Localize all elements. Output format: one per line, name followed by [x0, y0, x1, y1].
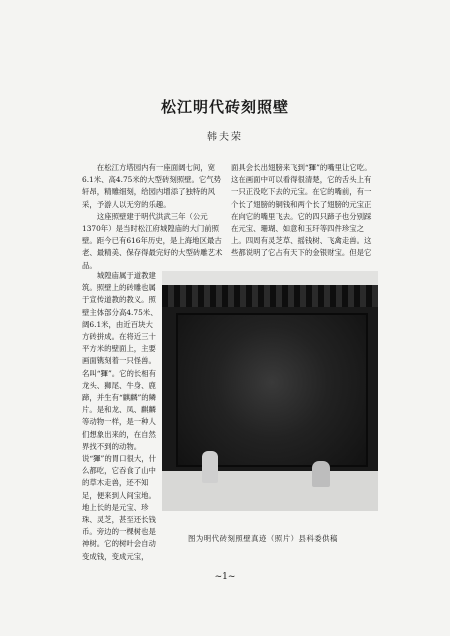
- photo-person: [202, 451, 218, 483]
- photo-person: [312, 461, 330, 487]
- photo-ground: [162, 471, 378, 511]
- photo-caption: 图为明代砖刻照壁真迹（照片）县科委供稿: [188, 534, 338, 543]
- paragraph: 城隍庙属于道教建筑。照壁上的砖雕也属于宣传道教的教义。照壁主体部分高4.75米、阔6.1米，由近百块大方砖拼成。在将近三十平方米的壁面上，主要画面镌刻着一只怪兽。名叫“𤟤”。它的长相有龙头、狮尾、牛身、鹿蹄，并生有“麒麟”的鳞片。是和龙、凤、麒麟等动物一样，是一种人们想象出来的，在自然界找不到的动物。说“𤟤”的胃口很大，什么都吃，它吞食了山中的草木走兽，还不知足，便来到人间宝地。地上长的是元宝、珍珠、灵芝，甚至还长钱币。旁边的一棵树也是神树。它的树叶会自动变成钱，变成元宝，: [82, 271, 158, 561]
- photo-roof-tiles: [162, 285, 378, 307]
- paragraph: 在松江方塔园内有一座面阔七间，宽6.1米、高4.75米的大型砖刻照壁。它气势轩昂，精雕细刻，给园内增添了独特的风采，予游人以无穷的乐趣。: [82, 163, 222, 209]
- right-column-top: [231, 162, 377, 260]
- paragraph: 这座照壁建于明代洪武三年（公元1370年）是当时松江府城隍庙的大门前照壁。距今已有616年历史，是上海地区最古老、最精美、保存得最完好的大型砖雕艺术品。: [82, 211, 223, 270]
- screen-wall-photo: [162, 271, 378, 511]
- author-name: 韩夫荣: [207, 132, 243, 143]
- left-column-narrow: [82, 270, 160, 563]
- photo-carved-panel: [176, 313, 368, 467]
- page-number: ~1~: [214, 572, 236, 582]
- left-column-top: [82, 162, 224, 272]
- paragraph: 面具会长出翅膀来飞到“𤟤”的嘴里让它吃。这在画面中可以看得很清楚，它的舌头上有一只正没吃下去的元宝。在它的嘴前，有一个长了翅膀的铜钱和两个长了翅膀的元宝正在向它的嘴里飞去。它的四只蹄子也分别踩在元宝、珊瑚、如意和玉玕等四件珍宝之上。四周有灵芝草、摇钱树、飞禽走兽。这些都说明了它占有天下的金银财宝。但是它: [231, 163, 372, 258]
- article-title: 松江明代砖刻照壁: [160, 98, 289, 116]
